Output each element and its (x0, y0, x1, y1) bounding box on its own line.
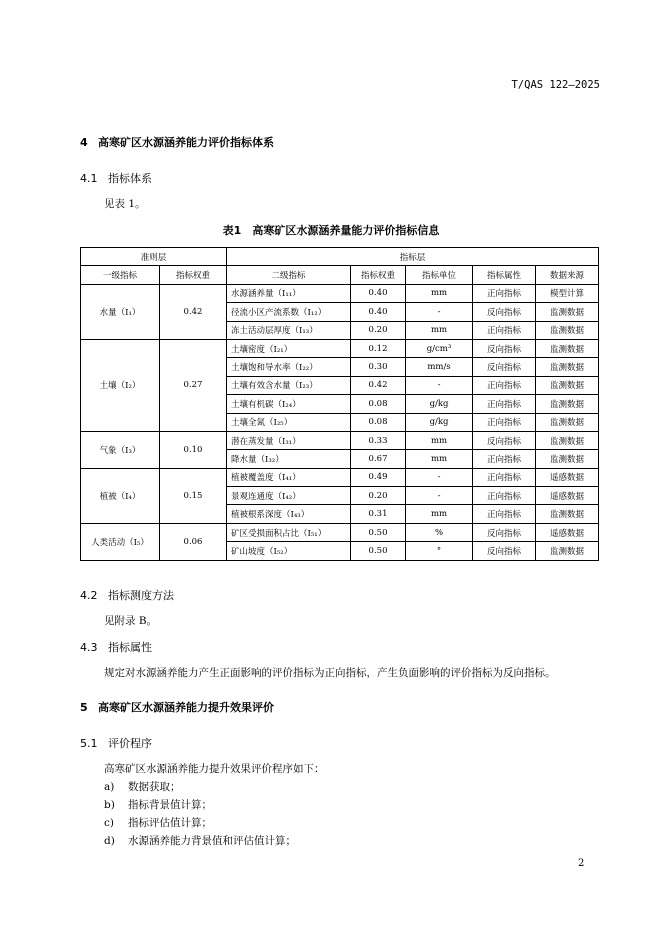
indicator-name: 土壤有机碳（I₂₄） (227, 395, 351, 413)
indicator-weight: 0.40 (351, 284, 406, 302)
indicator-name: 水源涵养量（I₁₁） (227, 284, 351, 302)
section-title: 高寒矿区水源涵养能力提升效果评价 (98, 701, 274, 714)
group-name: 土壤（I₂） (81, 339, 160, 431)
indicator-name: 土壤饱和导水率（I₂₂） (227, 358, 351, 376)
indicator-unit: - (406, 468, 473, 486)
indicator-unit: mm (406, 450, 473, 468)
list-item (104, 815, 212, 830)
indicator-attribute: 正向指标 (473, 468, 536, 486)
list-marker: b) (104, 799, 115, 811)
column-header: 二级指标 (227, 266, 351, 284)
indicator-unit: - (406, 376, 473, 394)
indicator-weight: 0.20 (351, 321, 406, 339)
section-5-1-heading (80, 735, 152, 751)
table-caption: 表1 高寒矿区水源涵养量能力评价指标信息 (222, 224, 440, 237)
paragraph: 见附录 B。 (104, 615, 158, 627)
data-source: 监测数据 (536, 395, 599, 413)
section-number: 4.3 (80, 641, 98, 654)
indicator-unit: g/cm³ (406, 339, 473, 357)
section-number: 4 (80, 136, 88, 149)
column-header: 一级指标 (81, 266, 160, 284)
indicator-weight: 0.08 (351, 413, 406, 431)
paragraph: 规定对水源涵养能力产生正面影响的评价指标为正向指标，产生负面影响的评价指标为反向指标。 (104, 667, 556, 679)
page-number: 2 (578, 858, 585, 869)
group-name: 气象（I₃） (81, 431, 160, 468)
section-4-2-heading (80, 587, 174, 603)
indicator-unit: mm (406, 505, 473, 523)
table-header-row (81, 266, 599, 284)
list-text: 指标评估值计算； (128, 817, 212, 829)
indicator-name: 径流小区产流系数（I₁₂） (227, 303, 351, 321)
list-item (104, 797, 212, 812)
section-4-heading (80, 134, 274, 150)
section-title: 高寒矿区水源涵养能力评价指标体系 (98, 136, 274, 149)
data-source: 监测数据 (536, 450, 599, 468)
indicator-attribute: 反向指标 (473, 431, 536, 449)
column-header: 数据来源 (536, 266, 599, 284)
group-weight: 0.10 (160, 431, 227, 468)
indicator-attribute: 反向指标 (473, 339, 536, 357)
indicator-weight: 0.42 (351, 376, 406, 394)
table-row (81, 468, 599, 486)
list-text: 数据获取； (128, 781, 181, 793)
list-marker: a) (104, 781, 115, 793)
section-title: 指标体系 (108, 172, 152, 185)
table-row (81, 284, 599, 302)
indicator-name: 矿区受损面积占比（I₅₁） (227, 523, 351, 541)
indicator-attribute: 正向指标 (473, 321, 536, 339)
data-source: 监测数据 (536, 321, 599, 339)
section-title: 评价程序 (108, 737, 152, 750)
indicator-name: 土壤全氮（I₂₅） (227, 413, 351, 431)
group-name: 植被（I₄） (81, 468, 160, 523)
indicator-weight: 0.20 (351, 487, 406, 505)
data-source: 监测数据 (536, 413, 599, 431)
list-item (104, 833, 296, 848)
data-source: 遥感数据 (536, 468, 599, 486)
section-number: 4.2 (80, 589, 98, 602)
data-source: 监测数据 (536, 376, 599, 394)
indicator-name: 景观连通度（I₄₂） (227, 487, 351, 505)
data-source: 监测数据 (536, 542, 599, 560)
section-number: 4.1 (80, 172, 98, 185)
column-header: 指标权重 (351, 266, 406, 284)
indicator-name: 土壤密度（I₂₁） (227, 339, 351, 357)
indicator-attribute: 反向指标 (473, 303, 536, 321)
indicator-name: 潜在蒸发量（I₃₁） (227, 431, 351, 449)
column-header: 指标权重 (160, 266, 227, 284)
data-source: 模型计算 (536, 284, 599, 302)
indicator-unit: ° (406, 542, 473, 560)
section-4-1-heading (80, 170, 152, 186)
indicator-attribute: 正向指标 (473, 395, 536, 413)
document-code: T/QAS 122—2025 (511, 79, 600, 91)
indicator-unit: - (406, 487, 473, 505)
indicator-unit: mm (406, 321, 473, 339)
group-name: 水量（I₁） (81, 284, 160, 339)
data-source: 遥感数据 (536, 487, 599, 505)
indicator-unit: - (406, 303, 473, 321)
list-text: 水源涵养能力背景值和评估值计算； (128, 835, 296, 847)
section-5-heading (80, 699, 274, 715)
indicator-name: 植被覆盖度（I₄₁） (227, 468, 351, 486)
indicator-unit: mm (406, 431, 473, 449)
table-header-row (81, 248, 599, 266)
indicator-weight: 0.08 (351, 395, 406, 413)
indicator-name: 降水量（I₃₂） (227, 450, 351, 468)
indicator-name: 冻土活动层厚度（I₁₃） (227, 321, 351, 339)
data-source: 监测数据 (536, 339, 599, 357)
indicator-weight: 0.49 (351, 468, 406, 486)
table-row (81, 431, 599, 449)
indicator-weight: 0.50 (351, 542, 406, 560)
indicator-weight: 0.67 (351, 450, 406, 468)
group-weight: 0.15 (160, 468, 227, 523)
list-item (104, 779, 181, 794)
indicator-name: 矿山坡度（I₅₂） (227, 542, 351, 560)
indicator-attribute: 正向指标 (473, 413, 536, 431)
section-4-3-heading (80, 639, 152, 655)
table-row (81, 339, 599, 357)
indicator-weight: 0.31 (351, 505, 406, 523)
section-number: 5.1 (80, 737, 98, 750)
indicator-weight: 0.12 (351, 339, 406, 357)
group-weight: 0.06 (160, 523, 227, 560)
paragraph: 高寒矿区水源涵养能力提升效果评价程序如下： (104, 763, 325, 775)
table-row (81, 523, 599, 541)
indicator-attribute: 反向指标 (473, 358, 536, 376)
list-marker: d) (104, 835, 115, 847)
indicator-weight: 0.50 (351, 523, 406, 541)
group-name: 人类活动（I₅） (81, 523, 160, 560)
indicator-attribute: 正向指标 (473, 505, 536, 523)
indicator-attribute: 正向指标 (473, 450, 536, 468)
indicator-weight: 0.30 (351, 358, 406, 376)
indicator-unit: mm/s (406, 358, 473, 376)
column-header: 准则层 (81, 248, 227, 266)
list-marker: c) (104, 817, 114, 829)
data-source: 监测数据 (536, 358, 599, 376)
indicator-attribute: 正向指标 (473, 284, 536, 302)
column-header: 指标层 (227, 248, 599, 266)
indicator-attribute: 反向指标 (473, 523, 536, 541)
indicator-unit: g/kg (406, 395, 473, 413)
section-title: 指标属性 (108, 641, 152, 654)
list-text: 指标背景值计算； (128, 799, 212, 811)
data-source: 监测数据 (536, 505, 599, 523)
indicator-attribute: 反向指标 (473, 542, 536, 560)
data-source: 监测数据 (536, 431, 599, 449)
group-weight: 0.42 (160, 284, 227, 339)
group-weight: 0.27 (160, 339, 227, 431)
paragraph: 见表 1。 (104, 198, 146, 210)
indicator-unit: mm (406, 284, 473, 302)
indicator-attribute: 正向指标 (473, 487, 536, 505)
indicator-weight: 0.40 (351, 303, 406, 321)
section-number: 5 (80, 701, 88, 714)
indicator-table (80, 247, 599, 561)
section-title: 指标测度方法 (108, 589, 174, 602)
indicator-weight: 0.33 (351, 431, 406, 449)
data-source: 遥感数据 (536, 523, 599, 541)
indicator-unit: % (406, 523, 473, 541)
indicator-attribute: 正向指标 (473, 376, 536, 394)
column-header: 指标属性 (473, 266, 536, 284)
indicator-name: 土壤有效含水量（I₂₃） (227, 376, 351, 394)
indicator-unit: g/kg (406, 413, 473, 431)
indicator-name: 植被根系深度（I₄₃） (227, 505, 351, 523)
data-source: 监测数据 (536, 303, 599, 321)
column-header: 指标单位 (406, 266, 473, 284)
